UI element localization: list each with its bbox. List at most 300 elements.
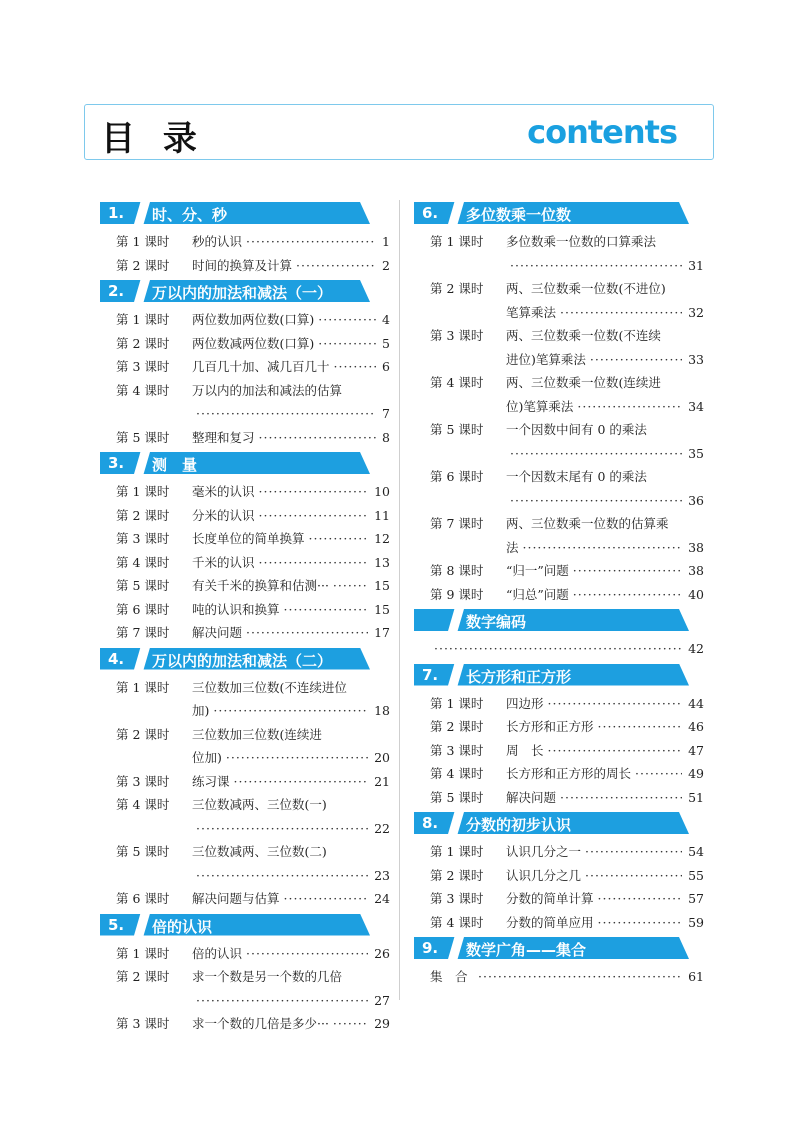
entry-line	[506, 512, 704, 536]
entry-body	[192, 308, 390, 332]
entry-line	[506, 418, 704, 442]
page-number: 55	[688, 867, 704, 883]
entry-body	[192, 1012, 390, 1036]
entry-body	[192, 332, 390, 356]
entry-body	[506, 418, 704, 465]
page-number: 29	[374, 1016, 390, 1031]
entry-text: 多位数乘一位数的口算乘法	[506, 234, 657, 249]
entry-line	[192, 480, 390, 504]
leader-dots	[585, 840, 682, 864]
entry-text: 两、三位数乘一位数(连续进	[506, 375, 661, 390]
entry-text: 三位数加三位数(不连续进位	[192, 679, 347, 695]
entry-text: 分数的简单计算	[506, 891, 594, 906]
toc-entry[interactable]	[100, 480, 390, 504]
leader-dots	[590, 348, 682, 372]
leader-dots	[333, 1012, 368, 1036]
entry-line	[506, 489, 704, 513]
leader-dots	[259, 504, 369, 528]
entry-body	[192, 504, 390, 528]
entry-line	[192, 308, 390, 332]
page-number: 51	[688, 789, 704, 805]
entry-text: 练习课	[192, 773, 230, 789]
toc-entry[interactable]	[100, 723, 390, 770]
section-header	[414, 609, 704, 631]
entry-body	[192, 254, 390, 278]
toc-entry[interactable]	[414, 637, 704, 661]
entry-text: 分米的认识	[192, 507, 255, 523]
lesson-label: 第 3 课时	[116, 531, 170, 546]
page-number: 13	[374, 554, 390, 570]
lesson-label: 第 2 课时	[116, 335, 170, 351]
page-number: 15	[374, 601, 390, 617]
entry-line	[506, 692, 704, 716]
toc-entry[interactable]	[100, 355, 390, 379]
toc-entry[interactable]	[414, 583, 704, 607]
section-header	[100, 452, 390, 474]
toc-entry[interactable]	[100, 770, 390, 794]
entry-text: 一个因数末尾有 0 的乘法	[506, 469, 647, 484]
entry-body	[506, 739, 704, 763]
entry-line	[192, 942, 390, 966]
lesson-label: 第 6 课时	[116, 601, 170, 617]
entry-line	[506, 536, 704, 560]
entry-line	[506, 715, 704, 739]
toc-entry[interactable]	[100, 254, 390, 278]
entry-body	[506, 465, 704, 512]
entry-line	[192, 426, 390, 450]
lesson-label: 第 2 课时	[430, 281, 484, 296]
page-number: 31	[688, 257, 704, 273]
section-number: 2.	[108, 282, 125, 300]
lesson-label: 第 3 课时	[430, 891, 484, 906]
entry-text: 时间的换算及计算	[192, 257, 293, 273]
entry-line	[192, 527, 390, 551]
entry-text: 加)	[192, 703, 210, 718]
entry-text: 求一个数是另一个数的几倍	[192, 969, 343, 984]
entry-line	[192, 965, 390, 989]
toc-entry[interactable]	[100, 621, 390, 645]
entry-line	[506, 348, 704, 372]
lesson-label: 第 4 课时	[116, 554, 170, 570]
section-header	[100, 202, 390, 224]
entry-line	[506, 371, 704, 395]
entry-body	[192, 551, 390, 575]
lesson-label: 第 4 课时	[430, 375, 484, 390]
entry-line	[192, 676, 390, 700]
entry-line	[192, 746, 390, 770]
entry-body	[192, 379, 390, 426]
leader-dots	[246, 230, 376, 254]
entry-body	[192, 887, 390, 911]
lesson-label: 第 5 课时	[116, 844, 170, 859]
toc-entry[interactable]	[414, 512, 704, 559]
page-number: 8	[382, 429, 390, 445]
page-number: 15	[374, 578, 390, 593]
leader-dots	[284, 598, 369, 622]
entry-line	[506, 301, 704, 325]
lesson-label: 第 3 课时	[116, 1016, 170, 1031]
entry-text: 法	[506, 539, 519, 555]
lesson-label: 第 2 课时	[116, 969, 170, 984]
toc-entry[interactable]	[100, 942, 390, 966]
section-header	[414, 937, 704, 959]
entry-text: 吨的认识和换算	[192, 601, 280, 617]
entry-text: 笔算乘法	[506, 304, 557, 320]
entry-body	[506, 583, 704, 607]
page-number: 61	[688, 969, 704, 984]
toc-entry[interactable]	[414, 762, 704, 786]
leader-dots	[226, 746, 368, 770]
entry-text: 位加)	[192, 750, 222, 765]
entry-body	[192, 840, 390, 887]
entry-text: 有关千米的换算和估测···	[192, 578, 329, 593]
entry-body	[506, 864, 704, 888]
lesson-label: 第 1 课时	[116, 679, 170, 695]
leader-dots	[434, 637, 682, 661]
page-number: 10	[374, 484, 390, 499]
toc-entry[interactable]	[414, 559, 704, 583]
lesson-label: 集 合	[430, 969, 468, 984]
section-title: 数学广角——集合	[466, 941, 587, 959]
section-title: 万以内的加法和减法（二）	[152, 651, 333, 670]
header-box	[84, 104, 714, 160]
section-number: 6.	[422, 204, 439, 222]
toc-entry[interactable]	[414, 864, 704, 888]
entry-body	[506, 559, 704, 583]
entry-line	[506, 786, 704, 810]
leader-dots	[234, 770, 369, 794]
section-header	[100, 914, 390, 936]
leader-dots	[478, 965, 682, 989]
entry-body	[506, 911, 704, 935]
page-number: 40	[688, 586, 704, 602]
entry-line	[192, 699, 390, 723]
page-number: 57	[688, 891, 704, 906]
lesson-label: 第 1 课时	[116, 312, 170, 327]
page-number: 26	[374, 945, 390, 961]
entry-text: 几百几十加、减几百几十	[192, 359, 330, 374]
toc-entry[interactable]	[100, 598, 390, 622]
lesson-label: 第 2 课时	[116, 257, 170, 273]
leader-dots	[523, 536, 683, 560]
lesson-label: 第 4 课时	[116, 797, 170, 812]
entry-body	[506, 762, 704, 786]
section-title: 倍的认识	[152, 917, 213, 936]
leader-dots	[284, 887, 369, 911]
page-title: 目 录	[101, 119, 205, 159]
toc-entry[interactable]	[100, 793, 390, 840]
entry-line	[192, 551, 390, 575]
toc-entry[interactable]	[414, 230, 704, 277]
entry-text: “归总”问题	[506, 586, 569, 602]
leader-dots	[598, 911, 683, 935]
entry-line	[506, 864, 704, 888]
entry-line	[192, 864, 390, 888]
lesson-label: 第 6 课时	[116, 891, 170, 906]
entry-body	[192, 574, 390, 598]
entry-line	[506, 840, 704, 864]
entry-text: 解决问题	[506, 789, 557, 805]
lesson-label: 第 4 课时	[116, 382, 170, 398]
entry-line	[474, 965, 704, 989]
entry-text: 倍的认识	[192, 945, 243, 961]
page-number: 54	[688, 844, 704, 859]
section-title: 长方形和正方形	[466, 667, 572, 686]
toc-entry[interactable]	[100, 308, 390, 332]
entry-body	[192, 355, 390, 379]
toc-entry[interactable]	[414, 324, 704, 371]
toc-entry[interactable]	[100, 965, 390, 1012]
toc-entry[interactable]	[414, 911, 704, 935]
page-number: 59	[688, 914, 704, 930]
page-number: 5	[382, 335, 390, 351]
entry-text: “归一”问题	[506, 563, 569, 578]
entry-body	[506, 715, 704, 739]
lesson-label: 第 1 课时	[430, 234, 484, 249]
lesson-label: 第 4 课时	[430, 914, 484, 930]
entry-line	[192, 887, 390, 911]
entry-text: 三位数加三位数(连续进	[192, 726, 322, 742]
leader-dots	[333, 574, 368, 598]
entry-body	[192, 230, 390, 254]
toc-entry[interactable]	[414, 965, 704, 989]
entry-line	[506, 277, 704, 301]
section-header	[414, 202, 704, 224]
page-number: 38	[688, 563, 704, 578]
entry-body	[192, 793, 390, 840]
leader-dots	[318, 332, 376, 356]
entry-line	[192, 817, 390, 841]
entry-line	[506, 324, 704, 348]
lesson-label: 第 3 课时	[430, 328, 484, 343]
entry-body	[192, 723, 390, 770]
toc-entry[interactable]	[100, 379, 390, 426]
section-title: 分数的初步认识	[466, 816, 572, 834]
leader-dots	[577, 395, 682, 419]
entry-text: 两、三位数乘一位数(不连续	[506, 328, 661, 343]
leader-dots	[573, 583, 682, 607]
toc-entry[interactable]	[100, 527, 390, 551]
entry-line	[506, 887, 704, 911]
toc-entry[interactable]	[414, 277, 704, 324]
entry-body	[192, 598, 390, 622]
entry-line	[192, 230, 390, 254]
entry-text: 秒的认识	[192, 234, 243, 249]
toc-entry[interactable]	[100, 230, 390, 254]
lesson-label: 第 2 课时	[116, 726, 170, 742]
leader-dots	[318, 308, 376, 332]
entry-text: 三位数减两、三位数(一)	[192, 797, 327, 812]
entry-line	[192, 402, 390, 426]
lesson-label: 第 3 课时	[430, 742, 484, 758]
leader-dots	[196, 817, 368, 841]
entry-line	[506, 230, 704, 254]
entry-text: 万以内的加法和减法的估算	[192, 382, 343, 398]
toc-entry[interactable]	[100, 332, 390, 356]
entry-text: 长方形和正方形的周长	[506, 766, 632, 781]
page-number: 33	[688, 351, 704, 367]
lesson-label: 第 1 课时	[116, 945, 170, 961]
lesson-label: 第 4 课时	[430, 766, 484, 781]
toc-entry[interactable]	[414, 371, 704, 418]
section-header	[100, 280, 390, 302]
page-number: 47	[688, 742, 704, 758]
page-number: 49	[688, 766, 704, 781]
page-number: 2	[382, 257, 390, 273]
entry-text: 长方形和正方形	[506, 719, 594, 734]
entry-body	[506, 512, 704, 559]
entry-text: 解决问题	[192, 625, 243, 640]
page-number: 46	[688, 719, 704, 734]
lesson-label: 第 1 课时	[116, 484, 170, 499]
leader-dots	[598, 887, 683, 911]
toc-entry[interactable]	[100, 426, 390, 450]
entry-text: 认识几分之一	[506, 844, 582, 859]
toc-entry[interactable]	[100, 1012, 390, 1036]
entry-line	[506, 465, 704, 489]
page-number: 35	[688, 445, 704, 461]
entry-line	[192, 504, 390, 528]
entry-line	[192, 723, 390, 747]
leader-dots	[246, 621, 368, 645]
section-number: 4.	[108, 649, 125, 668]
leader-dots	[560, 786, 682, 810]
toc-entry[interactable]	[414, 692, 704, 716]
toc-entry[interactable]	[100, 840, 390, 887]
entry-line	[506, 395, 704, 419]
leader-dots	[196, 864, 368, 888]
page-number: 42	[688, 641, 704, 656]
toc-entry[interactable]	[100, 574, 390, 598]
entry-body	[474, 965, 704, 989]
toc-entry[interactable]	[414, 715, 704, 739]
lesson-label: 第 6 课时	[430, 469, 484, 484]
page-number: 6	[382, 359, 390, 374]
entry-body	[192, 942, 390, 966]
page-number: 23	[374, 867, 390, 883]
entry-line	[192, 355, 390, 379]
entry-line	[192, 332, 390, 356]
section-header	[100, 648, 390, 670]
entry-body	[506, 371, 704, 418]
entry-text: 三位数减两、三位数(二)	[192, 844, 327, 859]
lesson-label: 第 1 课时	[430, 695, 484, 711]
section-title: 测 量	[152, 456, 198, 474]
leader-dots	[259, 551, 369, 575]
toc-entry[interactable]	[414, 465, 704, 512]
entry-body	[192, 480, 390, 504]
leader-dots	[510, 254, 682, 278]
entry-body	[192, 426, 390, 450]
toc-entry[interactable]	[100, 676, 390, 723]
entry-line	[506, 583, 704, 607]
lesson-label: 第 3 课时	[116, 359, 170, 374]
page-number: 7	[382, 406, 390, 421]
page-number: 11	[374, 507, 390, 523]
toc-entry[interactable]	[100, 887, 390, 911]
leader-dots	[585, 864, 682, 888]
section-number: 3.	[108, 454, 125, 472]
leader-dots	[635, 762, 682, 786]
page-number: 32	[688, 304, 704, 320]
toc-entry[interactable]	[414, 418, 704, 465]
lesson-label: 第 5 课时	[116, 578, 170, 593]
entry-body	[192, 770, 390, 794]
page-number: 1	[382, 234, 390, 249]
page-number: 20	[374, 750, 390, 765]
toc-entry[interactable]	[414, 840, 704, 864]
section-number: 9.	[422, 939, 439, 957]
entry-line	[192, 621, 390, 645]
entry-line	[506, 442, 704, 466]
toc-entry[interactable]	[414, 786, 704, 810]
entry-line	[506, 762, 704, 786]
entry-line	[506, 911, 704, 935]
entry-body	[506, 324, 704, 371]
toc-entry[interactable]	[100, 551, 390, 575]
entry-line	[506, 254, 704, 278]
lesson-label: 第 5 课时	[116, 429, 170, 445]
leader-dots	[560, 301, 682, 325]
entry-text: 一个因数中间有 0 的乘法	[506, 422, 647, 437]
leader-dots	[196, 989, 368, 1013]
page-number: 12	[374, 531, 390, 546]
entry-line	[430, 637, 704, 661]
entry-text: 周 长	[506, 742, 544, 758]
section-header	[414, 664, 704, 686]
lesson-label: 第 5 课时	[430, 789, 484, 805]
leader-dots	[259, 480, 369, 504]
page-number: 44	[688, 695, 704, 711]
entry-line	[192, 598, 390, 622]
toc-entry[interactable]	[100, 504, 390, 528]
entry-text: 两位数减两位数(口算)	[192, 335, 315, 351]
page-number: 4	[382, 312, 390, 327]
toc-entry[interactable]	[414, 887, 704, 911]
toc-entry[interactable]	[414, 739, 704, 763]
section-number: 7.	[422, 665, 439, 684]
entry-line	[192, 770, 390, 794]
lesson-label: 第 1 课时	[430, 844, 484, 859]
entry-line	[192, 989, 390, 1013]
entry-body	[192, 676, 390, 723]
lesson-label: 第 2 课时	[116, 507, 170, 523]
section-title: 时、分、秒	[152, 206, 228, 224]
leader-dots	[259, 426, 377, 450]
entry-text: 毫米的认识	[192, 484, 255, 499]
entry-line	[192, 574, 390, 598]
entry-line	[192, 840, 390, 864]
entry-text: 认识几分之几	[506, 867, 582, 883]
entry-text: 两位数加两位数(口算)	[192, 312, 315, 327]
leader-dots	[510, 442, 682, 466]
entry-line	[192, 793, 390, 817]
entry-body	[506, 692, 704, 716]
section-number: 5.	[108, 915, 125, 934]
leader-dots	[573, 559, 682, 583]
entry-text: 进位)笔算乘法	[506, 351, 586, 367]
entry-body	[430, 637, 704, 661]
page-number: 22	[374, 820, 390, 836]
entry-text: 两、三位数乘一位数(不进位)	[506, 281, 666, 296]
entry-text: 长度单位的简单换算	[192, 531, 305, 546]
entry-body	[506, 277, 704, 324]
leader-dots	[296, 254, 376, 278]
entry-line	[506, 559, 704, 583]
leader-dots	[548, 692, 683, 716]
lesson-label: 第 2 课时	[430, 719, 484, 734]
entry-text: 位)笔算乘法	[506, 398, 574, 414]
